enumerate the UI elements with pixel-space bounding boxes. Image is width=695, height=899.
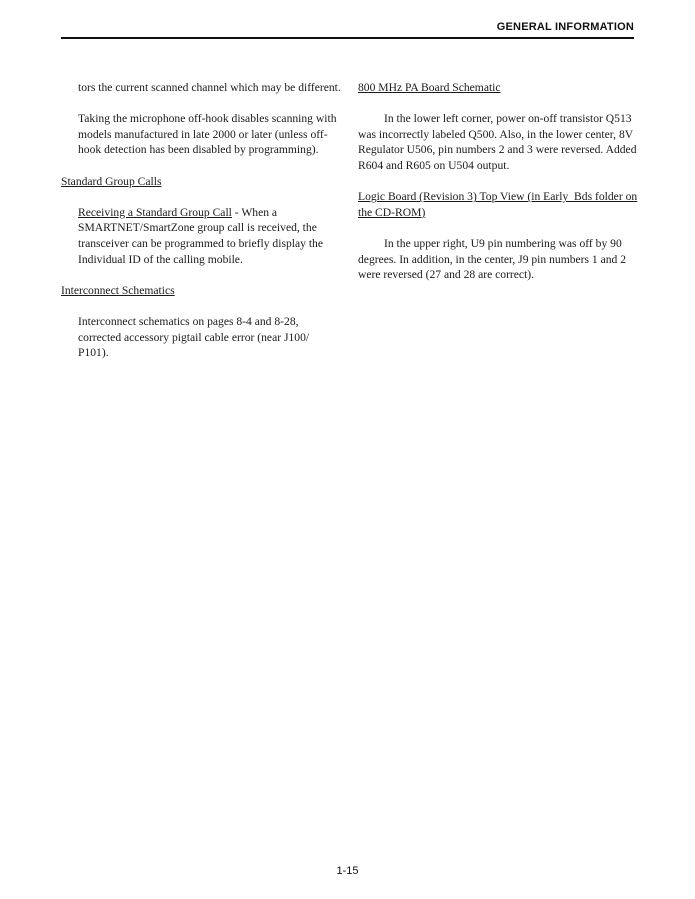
heading-interconnect-schematics: Interconnect Schematics — [61, 283, 175, 297]
left-column — [61, 80, 341, 376]
heading-standard-group-calls: Standard Group Calls — [61, 174, 162, 188]
page-number: 1-15 — [336, 865, 359, 877]
header-divider — [61, 37, 634, 39]
subheading-receiving-group-call: Receiving a Standard Group Call — [78, 205, 232, 219]
paragraph-scanned-channel: tors the current scanned channel which may be different. — [78, 81, 341, 94]
paragraph-logic-board-top-view: In the upper right, U9 pin numbering was off by 90 degrees. In addition, in the center, J9 pin numbers 1 and 2 were reversed (27 and 28 are correct). — [358, 236, 627, 282]
paragraph-off-hook: Taking the microphone off-hook disables scanning with models manufactured in late 2000 or later (unless off-hook detection has been disabled by programming). — [78, 112, 337, 157]
paragraph-pa-board-schematic: In the lower left corner, power on-off transistor Q513 was incorrectly labeled Q500. Also, in the lower center, 8V Regulator U506, pin numbers 2 and 3 were reversed. Added R604 and R605 on U504 output. — [358, 112, 637, 172]
paragraph-receiving-group-call-text: - When a SMARTNET/SmartZone group call is received, the transceiver can be programmed to briefly display the Individual ID of the calling mobile. — [78, 205, 323, 266]
section-title: GENERAL INFORMATION — [496, 21, 634, 33]
right-column — [358, 80, 640, 298]
heading-logic-board-top-view: Logic Board (Revision 3) Top View (in Early_Bds folder on the CD-ROM) — [358, 190, 638, 219]
paragraph-receiving-group-call — [61, 205, 341, 267]
heading-pa-board-schematic: 800 MHz PA Board Schematic — [358, 81, 501, 94]
paragraph-interconnect-schematics: Interconnect schematics on pages 8-4 and 8-28, corrected accessory pigtail cable error (near J100/ P101). — [78, 314, 310, 360]
